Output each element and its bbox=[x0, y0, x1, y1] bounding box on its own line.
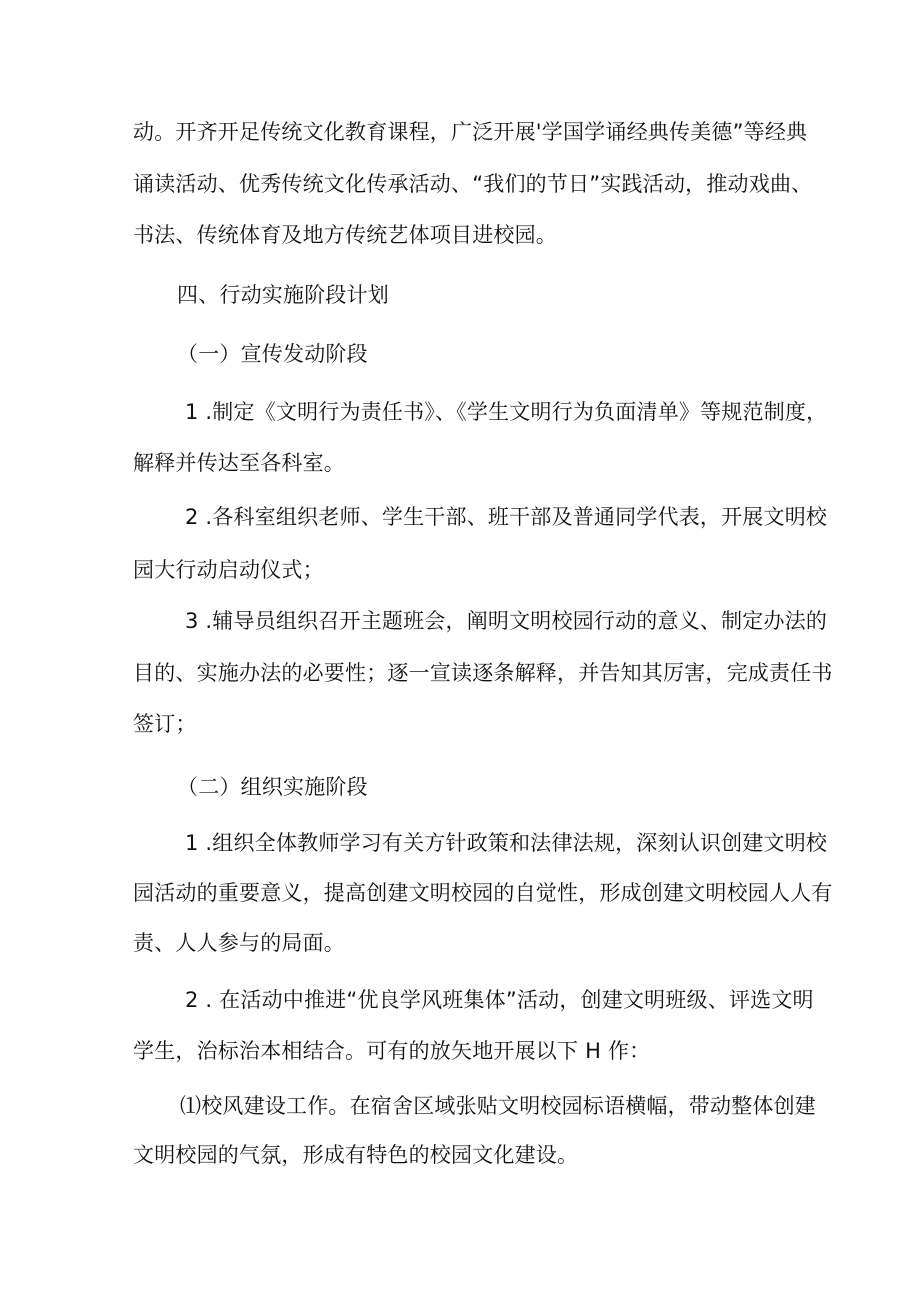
section-heading: 四、行动实施阶段计划 bbox=[177, 283, 389, 307]
paragraph-line: 园大行动启动仪式； bbox=[133, 558, 324, 582]
paragraph-line: ⑴校风建设工作。在宿舍区域张贴文明校园标语横幅，带动整体创建 bbox=[180, 1094, 816, 1118]
paragraph-line: 目的、实施办法的必要性；逐一宣读逐条解释，并告知其厉害，完成责任书 bbox=[133, 661, 833, 685]
paragraph-line: 文明校园的气氛，形成有特色的校园文化建设。 bbox=[133, 1143, 579, 1167]
paragraph-line: 1 .组织全体教师学习有关方针政策和法律法规，深刻认识创建文明校 bbox=[185, 831, 828, 855]
paragraph-line: 责、人人参与的局面。 bbox=[133, 931, 345, 955]
paragraph-line: 诵读活动、优秀传统文化传承活动、“我们的节日”实践活动，推动戏曲、 bbox=[133, 172, 813, 196]
paragraph-line: 2 . 在活动中推进“优良学风班集体”活动，创建文明班级、评选文明 bbox=[185, 988, 814, 1012]
paragraph-line: 动。开齐开足传统文化教育课程，广泛开展'学国学诵经典传美德”等经典 bbox=[133, 120, 808, 144]
paragraph-line: 签订； bbox=[133, 712, 197, 736]
paragraph-line: 书法、传统体育及地方传统艺体项目进校园。 bbox=[133, 223, 557, 247]
paragraph-line: 解释并传达至各科室。 bbox=[133, 451, 345, 475]
subsection-heading: （二）组织实施阶段 bbox=[177, 775, 368, 799]
paragraph-line: 园活动的重要意义，提高创建文明校园的自觉性，形成创建文明校园人人有 bbox=[133, 881, 833, 905]
paragraph-line: 1 .制定《文明行为责任书》、《学生文明行为负面清单》等规范制度， bbox=[185, 400, 828, 424]
paragraph-line: 学生，治标治本相结合。可有的放矢地开展以下 H 作： bbox=[133, 1039, 651, 1063]
paragraph-line: 3 .辅导员组织召开主题班会，阐明文明校园行动的意义、制定办法的 bbox=[185, 609, 828, 633]
subsection-heading: （一）宣传发动阶段 bbox=[177, 342, 368, 366]
paragraph-line: 2 .各科室组织老师、学生干部、班干部及普通同学代表，开展文明校 bbox=[185, 505, 828, 529]
